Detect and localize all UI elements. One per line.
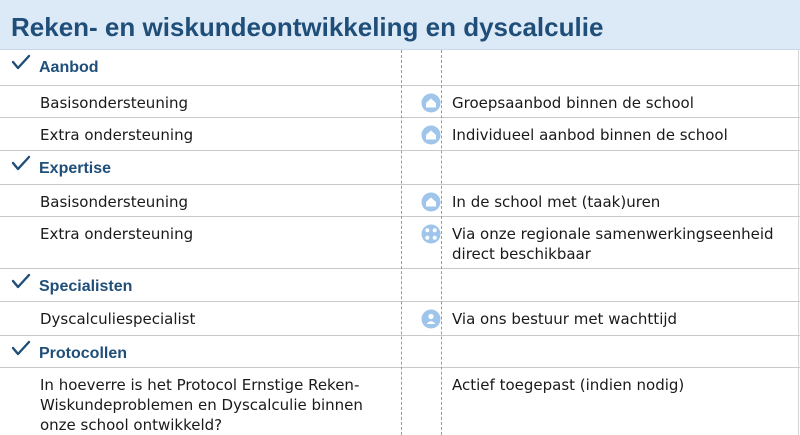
table-right-border — [798, 50, 799, 435]
row-value: Individueel aanbod binnen de school — [452, 126, 728, 144]
section-title: Protocollen — [39, 345, 128, 362]
title-bar — [0, 0, 800, 50]
table-row — [0, 302, 800, 336]
column-divider — [441, 50, 442, 435]
table-row — [0, 185, 800, 217]
section-title: Aanbod — [39, 59, 99, 76]
column-divider — [401, 50, 402, 435]
page-title: Reken- en wiskundeontwikkeling en dyscalculie — [11, 12, 604, 42]
section-header-protocollen — [0, 336, 800, 368]
row-label: Basisondersteuning — [40, 193, 189, 211]
table-row — [0, 368, 800, 435]
section-header-aanbod — [0, 50, 800, 86]
row-value: In de school met (taak)uren — [452, 193, 661, 211]
section-title: Specialisten — [39, 278, 133, 295]
person-icon — [421, 309, 441, 329]
row-label: Basisondersteuning — [40, 94, 189, 112]
row-value: Actief toegepast (indien nodig) — [452, 376, 685, 394]
table-row — [0, 86, 800, 118]
table-row — [0, 217, 800, 269]
checkmark-icon — [10, 273, 32, 291]
checkmark-icon — [10, 54, 32, 72]
section-header-expertise — [0, 151, 800, 185]
house-icon — [421, 125, 441, 145]
section-title: Expertise — [39, 160, 112, 177]
row-value: Via onze regionale samenwerkingseenheid direct beschikbaar — [452, 225, 774, 263]
row-label: Extra ondersteuning — [40, 225, 194, 243]
network-icon — [421, 224, 441, 244]
section-header-specialisten — [0, 269, 800, 302]
row-label: In hoeverre is het Protocol Ernstige Reken-Wiskundeproblemen en Dyscalculie binnen onze school ontwikkeld? — [40, 376, 363, 434]
row-label: Dyscalculiespecialist — [40, 310, 196, 328]
row-label: Extra ondersteuning — [40, 126, 194, 144]
checkmark-icon — [10, 340, 32, 358]
checkmark-icon — [10, 155, 32, 173]
table-row — [0, 118, 800, 151]
row-value: Via ons bestuur met wachttijd — [452, 310, 678, 328]
row-value: Groepsaanbod binnen de school — [452, 94, 694, 112]
house-icon — [421, 192, 441, 212]
house-icon — [421, 93, 441, 113]
